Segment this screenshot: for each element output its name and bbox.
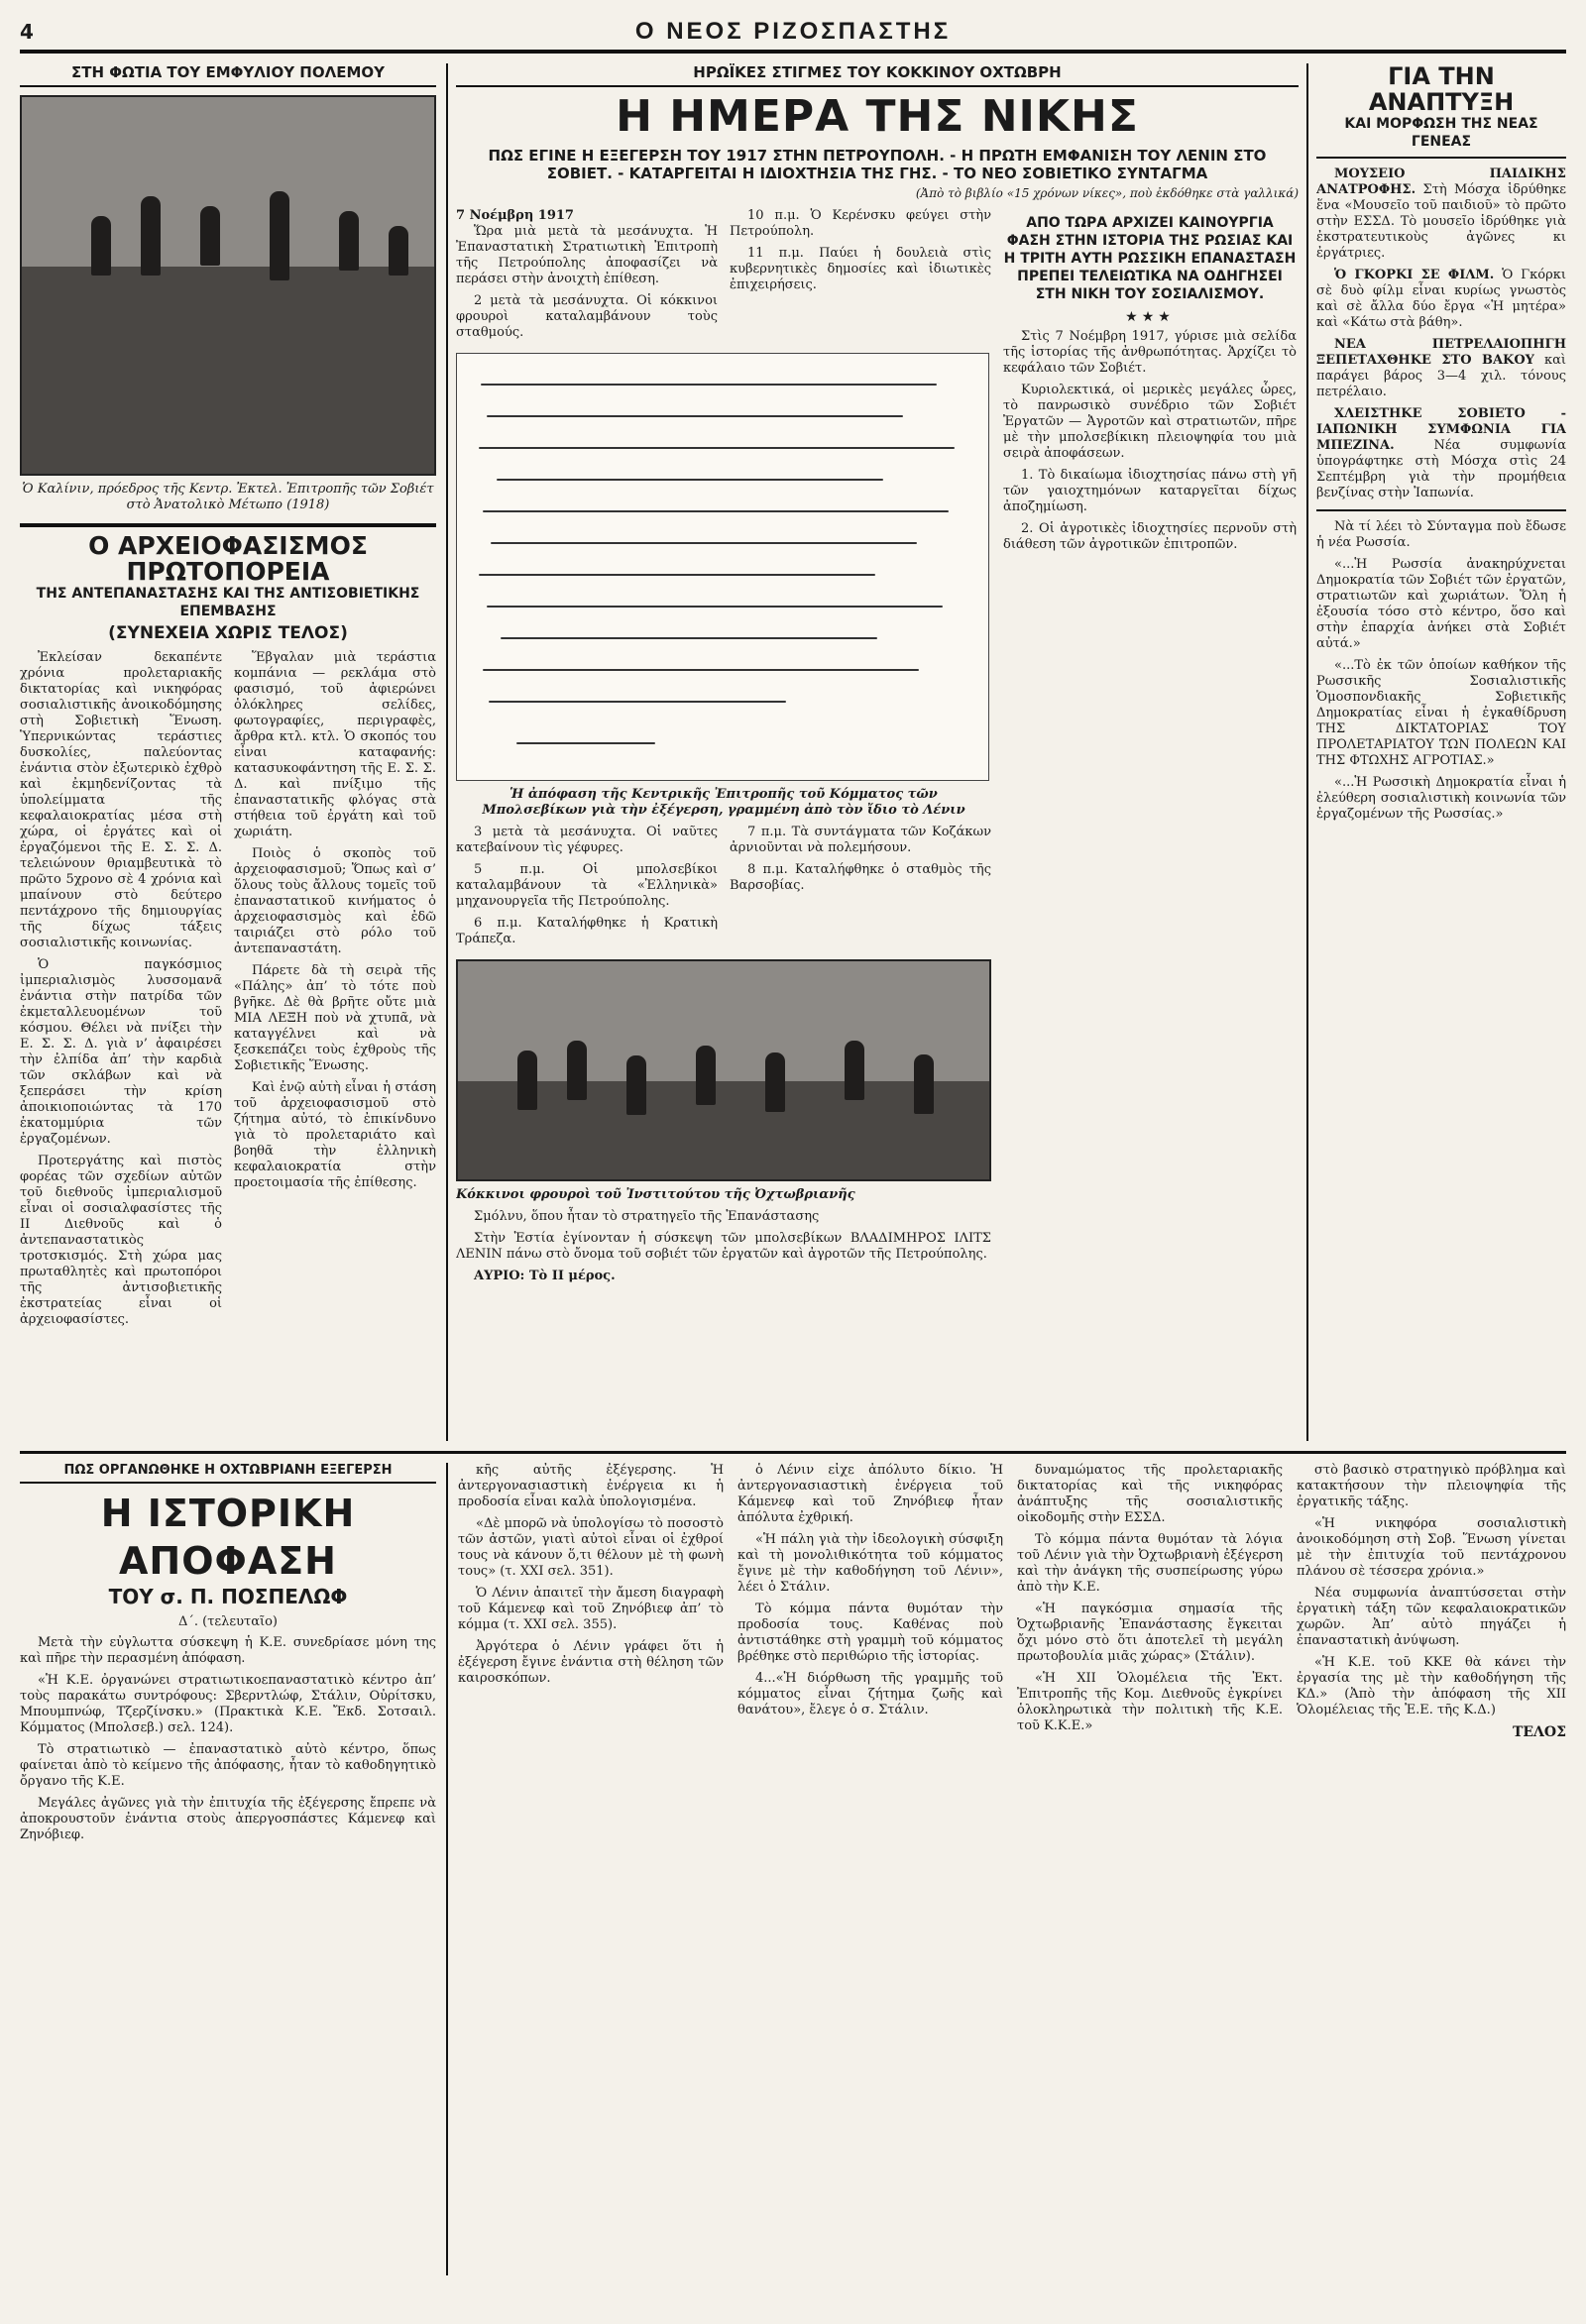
youth-subhead: ΚΑΙ ΜΟΡΦΩΣΗ ΤΗΣ ΝΕΑΣ ΓΕΝΕΑΣ [1316, 115, 1566, 159]
diary-entry: 10 π.μ. Ὁ Κερένσκυ φεύγει στὴν Πετρούπολη. [730, 208, 991, 239]
column-divider [446, 1463, 448, 2275]
decision-paragraph: στὸ βασικὸ στρατηγικὸ πρόβλημα καὶ κατακτήσουν τὴν πλειοψηφία τῆς ἐργατικῆς τάξης. [1297, 1463, 1566, 1509]
constitution-paragraph: «...Ἡ Ρωσσικὴ Δημοκρατία εἶναι ἡ ἐλεύθερη σοσιαλιστικὴ κοινωνία τῶν ἐργαζομένων τῆς Ρωσσίας.» [1316, 775, 1566, 822]
civil-war-kicker: ΣΤΗ ΦΩΤΙΑ ΤΟΥ ΕΜΦΥΛΙΟΥ ΠΟΛΕΜΟΥ [20, 63, 436, 87]
october-right-column [1003, 208, 1297, 1290]
red-guards-photo [456, 959, 991, 1181]
after-photo-text [456, 1209, 991, 1284]
archeio-paragraph: Πάρετε δὰ τὴ σειρὰ τῆς «Πάλης» ἀπ’ τὸ τότε ποὺ βγῆκε. Δὲ θὰ βρῆτε οὔτε μιὰ ΜΙΑ ΛΕΞΗ ποὺ νὰ χτυπᾶ, νὰ καταγγέλνει καὶ νὰ ξεσκεπάζει τοὺς ἐχθροὺς τῆς Σοβιετικῆς Ἕνωσης. [234, 963, 436, 1073]
kalinin-photo [20, 95, 436, 476]
timeline-column [456, 825, 718, 953]
page-number: 4 [20, 20, 34, 44]
decision-column-5 [1297, 1463, 1566, 1740]
manuscript-caption: Ἡ ἀπόφαση τῆς Κεντρικῆς Ἐπιτροπῆς τοῦ Κόμματος τῶν Μπολσεβίκων γιὰ τὴν ἐξέγερση, γραμμένη ἀπὸ τὸν ἴδιο τὸ Λένιν [482, 787, 965, 818]
decision-paragraph: κῆς αὐτῆς ἐξέγερσης. Ἡ ἀντεργονασιαστικὴ ἐνέργεια κι ἡ προδοσία εἶναι καλὰ ὑπολογισμένα. [458, 1463, 724, 1509]
decision-paragraph: Τὸ κόμμα πάντα θυμόταν τὰ λόγια τοῦ Λένιν γιὰ τὴν Ὀχτωβριανὴ ἐξέγερση καὶ τὴν ἀνάγκη τῆς συσπείρωσης γύρω ἀπὸ τὴν Κ.Ε. [1017, 1532, 1283, 1595]
decision-paragraph: «Ἡ Κ.Ε. ὀργανώνει στρατιωτικοεπαναστατικὸ κέντρο ἀπ’ τοὺς παρακάτω συντρόφους: Σβερντλώφ, Στάλιν, Οὐρίτσκυ, Μπουμπνώφ, Τζερζίνσκυ.» (Πρακτικὰ Κ.Ε. Ἔκδ. Σοτσαιλ. Κόμματος (Μπολσεβ.) σελ. 124). [20, 1673, 436, 1735]
october-caps-block: ΑΠΟ ΤΩΡΑ ΑΡΧΙΖΕΙ ΚΑΙΝΟΥΡΓΙΑ ΦΑΣΗ ΣΤΗΝ ΙΣΤΟΡΙΑ ΤΗΣ ΡΩΣΙΑΣ ΚΑΙ Η ΤΡΙΤΗ ΑΥΤΗ ΡΩΣΣΙΚΗ ΕΠΑΝΑΣΤΑΣΗ ΠΡΕΠΕΙ ΤΕΛΕΙΩΤΙΚΑ ΝΑ ΟΔΗΓΗΣΕΙ ΣΤΗ ΝΙΚΗ ΤΟΥ ΣΟΣΙΑΛΙΣΜΟΥ. [1003, 215, 1297, 302]
constitution-text [1316, 519, 1566, 823]
decision-paragraph: δυναμώματος τῆς προλεταριακῆς δικτατορίας καὶ τῆς νικηφόρας ἀνάπτυξης τῆς σοσιαλιστικῆς οἰκοδομῆς στὴν ΕΣΣΔ. [1017, 1463, 1283, 1525]
october-right-paragraph: Κυριολεκτικά, οἱ μερικὲς μεγάλες ὧρες, τὸ πανρωσικὸ συνέδριο τῶν Σοβιέτ Ἐργατῶν — Ἀγροτῶν καὶ στρατιωτῶν, πῆρε μὲ τὴν μπολσεβίκικη πλειοψηφία του μιὰ σειρὰ ἀποφάσεων. [1003, 383, 1297, 461]
column-divider [446, 63, 448, 1441]
archeio-header [20, 523, 436, 642]
decision-kicker: ΠΩΣ ΟΡΓΑΝΩΘΗΚΕ Η ΟΧΤΩΒΡΙΑΝΗ ΕΞΕΓΕΡΣΗ [20, 1463, 436, 1484]
decision-paragraph: Τὸ στρατιωτικὸ — ἐπαναστατικὸ αὐτὸ κέντρο, ὅπως φαίνεται ἀπὸ τὸ κείμενο τῆς ἀπόφασης, ἦταν τὸ καθοδηγητικὸ ὄργανο τῆς Κ.Ε. [20, 1742, 436, 1789]
lenin-manuscript [456, 353, 989, 781]
archeio-paragraph: Καὶ ἐνῷ αὐτὴ εἶναι ἡ στάση τοῦ ἀρχειοφασισμοῦ στὸ ζήτημα αὐτό, τὸ ἐπικίνδυνο γιὰ τὸ προλεταριάτο καὶ βοηθᾶ τὴν ἑλληνικὴ κεφαλαιοκρατία στὴν προετοιμασία τῆς ἐπίθεσης. [234, 1080, 436, 1190]
timeline-entry: 6 π.μ. Καταλήφθηκε ἡ Κρατικὴ Τράπεζα. [456, 916, 718, 946]
diary-entry: Ὥρα μιὰ μετὰ τὰ μεσάνυχτα. Ἡ Ἐπαναστατικὴ Στρατιωτικὴ Ἐπιτροπὴ τῆς Πετρούπολης ἀποφασίζει νὰ περάσει στὴν ἀνοιχτὴ ἐπίθεση. [456, 224, 718, 286]
constitution-paragraph: «...Τὸ ἐκ τῶν ὁποίων καθήκον τῆς Ρωσσικῆς Σοσιαλιστικῆς Ὁμοσπονδιακῆς Σοβιετικῆς Δημοκρατίας εἶναι ἡ ἐγκαθίδρυση ΤΗΣ ΔΙΚΤΑΤΟΡΙΑΣ ΤΟΥ ΠΡΟΛΕΤΑΡΙΑΤΟΥ ΤΩΝ ΠΟΛΕΩΝ ΚΑΙ ΤΗΣ ΦΤΩΧΗΣ ΑΓΡΟΤΙΑΣ.» [1316, 658, 1566, 768]
decision-section [20, 1463, 1566, 2285]
archeio-paragraph: Ποιὸς ὁ σκοπὸς τοῦ ἀρχειοφασισμοῦ; Ὅπως καὶ σ’ ὅλους τοὺς ἄλλους τομεῖς τοῦ ἐπαναστατικοῦ κινήματος ὁ ἀρχειοφασισμὸς καὶ ἐδῶ ταιριάζει στὸ ρόλο τοῦ ἀντεπαναστάτη. [234, 846, 436, 956]
decision-paragraph: Ἀργότερα ὁ Λένιν γράφει ὅτι ἡ ἐξέγερση ἔγινε ἐνάντια στὴ θέληση τῶν καιροσκόπων. [458, 1639, 724, 1686]
decision-column-4 [1017, 1463, 1283, 1740]
kalinin-photo-caption: Ὁ Καλίνιν, πρόεδρος τῆς Κεντρ. Ἐκτελ. Ἐπιτροπῆς τῶν Σοβιέτ στὸ Ἀνατολικὸ Μέτωπο (1918) [22, 482, 434, 512]
column-divider [1306, 63, 1308, 1441]
youth-item-title: ΝΕΑ ΠΕΤΡΕΛΑΙΟΠΗΓΗ ΞΕΠΕΤΑΧΘΗΚΕ ΣΤΟ ΒΑΚΟΥ [1316, 337, 1566, 368]
decision-headline: Η ΙΣΤΟΡΙΚΗ ΑΠΟΦΑΣΗ [100, 1492, 356, 1583]
october-section [456, 63, 1299, 1441]
october-subhead: ΠΩΣ ΕΓΙΝΕ Η ΕΞΕΓΕΡΣΗ ΤΟΥ 1917 ΣΤΗΝ ΠΕΤΡΟΥΠΟΛΗ. - Η ΠΡΩΤΗ ΕΜΦΑΝΙΣΗ ΤΟΥ ΛΕΝΙΝ ΣΤΟ ΣΟΒΙΕΤ. - ΚΑΤΑΡΓΕΙΤΑΙ Η ΙΔΙΟΧΤΗΣΙΑ ΤΗΣ ΓΗΣ. - ΤΟ ΝΕΟ ΣΟΒΙΕΤΙΚΟ ΣΥΝΤΑΓΜΑ [488, 147, 1267, 182]
youth-item-text: Ὁ Γκόρκι σὲ δυὸ φίλμ εἶναι κυρίως γνωστὸς καὶ σὲ ἄλλα δύο ἔργα «Ἡ μητέρα» καὶ «Κάτω στὰ βάθη». [1316, 268, 1566, 330]
civil-war-section [20, 63, 436, 1441]
october-right-paragraph: 1. Τὸ δικαίωμα ἰδιοχτησίας πάνω στὴ γῆ τῶν γαιοχτημόνων καταργεῖται δίχως ἀποζημίωση. [1003, 468, 1297, 514]
archeio-paragraph: Ὁ παγκόσμιος ἰμπεριαλισμὸς λυσσομανᾶ ἐνάντια στὴν πατρίδα τῶν ἐκμεταλλευομένων τοῦ κόσμου. Θέλει νὰ πνίξει τὴν Ε. Σ. Σ. Δ. γιὰ ν’ ἀφαιρέσει τὴν ἐλπίδα ἀπ’ τὴν καρδιὰ τῶν σκλάβων καὶ νὰ ξεπεράσει τὴν κρίση ἀποικιοποιώντας τὰ 170 ἑκατομμύρια τῶν ἐργαζομένων. [20, 957, 222, 1147]
october-headline: Η ΗΜΕΡΑ ΤΗΣ ΝΙΚΗΣ [616, 91, 1139, 142]
timeline-entry: 3 μετὰ τὰ μεσάνυχτα. Οἱ ναῦτες κατεβαίνουν τὶς γέφυρες. [456, 825, 718, 855]
decision-end: ΤΕΛΟΣ [1512, 1724, 1566, 1740]
decision-paragraph: Νέα συμφωνία ἀναπτύσσεται στὴν ἐργατικὴ τάξη τῶν κεφαλαιοκρατικῶν χωρῶν. Ἀπ’ αὐτὸ πηγάζει ἡ ἐπαναστατικὴ ἀνύψωση. [1297, 1586, 1566, 1648]
decision-paragraph: «Ἡ νικηφόρα σοσιαλιστικὴ ἀνοικοδόμηση στὴ Σοβ. Ἕνωση γίνεται μὲ τὴν ἐπιτυχία τοῦ πεντάχρονου πλάνου σὲ τέσσερα χρόνια.» [1297, 1516, 1566, 1579]
decision-part: Δ΄. (τελευταῖο) [178, 1614, 278, 1629]
masthead [20, 18, 1566, 54]
youth-items [1316, 166, 1566, 501]
decision-paragraph: «Ἡ πάλη γιὰ τὴν ἰδεολογικὴ σύσφιξη καὶ τὴ μονολιθικότητα τοῦ κόμματος ἔγινε μὲ τὴν καθοδήγηση τοῦ Λένιν», λέει ὁ Στάλιν. [737, 1532, 1003, 1595]
october-right-text [1003, 329, 1297, 553]
archeio-headline: Ο ΑΡΧΕΙΟΦΑΣΙΣΜΟΣ ΠΡΩΤΟΠΟΡΕΙΑ [88, 531, 368, 586]
youth-item-title: Ὁ ΓΚΟΡΚΙ ΣΕ ΦΙΛΜ. [1334, 268, 1495, 282]
october-source: (Ἀπὸ τὸ βιβλίο «15 χρόνων νίκες», ποὺ ἐκδόθηκε στὰ γαλλικά) [915, 186, 1299, 200]
youth-item-text: καὶ παράγει βάρος 3—4 χιλ. τόνους πετρέλαιο. [1316, 353, 1566, 399]
timeline-entry: 7 π.μ. Τὰ συντάγματα τῶν Κοζάκων ἀρνιοῦνται νὰ πολεμήσουν. [730, 825, 991, 855]
section-divider [20, 1451, 1566, 1454]
decision-paragraph: Μεγάλες ἀγῶνες γιὰ τὴν ἐπιτυχία τῆς ἐξέγερσης ἔπρεπε νὰ ἀποκρουστοῦν ἐνάντια στοὺς ἀπεργοσπάστες Κάμενεφ καὶ Ζηνόβιεφ. [20, 1796, 436, 1842]
decision-column-2 [458, 1463, 724, 1693]
decision-author: ΤΟΥ σ. Π. ΠΟΣΠΕΛΩΦ [108, 1585, 348, 1608]
decision-paragraph: Μετὰ τὴν εὐγλωττα σύσκεψη ἡ Κ.Ε. συνεδρίασε μόνη της καὶ πῆρε τὴν περασμένη ἀπόφαση. [20, 1635, 436, 1666]
timeline-entry: 5 π.μ. Οἱ μπολσεβίκοι καταλαμβάνουν τὰ «Ἐλληνικὰ» μηχανουργεῖα τῆς Πετρούπολης. [456, 862, 718, 909]
red-guards-caption: Κόκκινοι φρουροὶ τοῦ Ἰνστιτούτου τῆς Ὀχτωβριανῆς [456, 1187, 855, 1202]
decision-paragraph: Ὁ Λένιν ἀπαιτεῖ τὴν ἄμεση διαγραφὴ τοῦ Κάμενεφ καὶ τοῦ Ζηνόβιεφ ἀπ’ τὸ κόμμα (τ. XXI σελ. 355). [458, 1586, 724, 1632]
decision-column-3 [737, 1463, 1003, 1724]
archeio-continuation: (ΣΥΝΕΧΕΙΑ ΧΩΡΙΣ ΤΕΛΟΣ) [108, 623, 348, 643]
archeio-paragraph: Ἕβγαλαν μιὰ τεράστια κομπάνια — ρεκλάμα στὸ φασισμό, τοῦ ἀφιερώνει ὁλόκληρες σελίδες, φωτογραφίες, περιγραφὲς, ἄρθρα κτλ. κτλ. Ὁ σκοπός του εἶναι καταφανής: κατασυκοφάντηση τῆς Ε. Σ. Σ. Δ. καὶ πνίξιμο τῆς ἐπαναστατικῆς φλόγας στὰ στήθεια τοῦ ἐργάτη καὶ τοῦ χωριάτη. [234, 650, 436, 839]
section-stars: ★★★ [1125, 309, 1175, 325]
constitution-paragraph: «...Ἡ Ρωσσία ἀνακηρύχνεται Δημοκρατία τῶν Σοβιέτ τῶν ἐργατῶν, στρατιωτῶν καὶ χωριάτων. Ὅλη ἡ ἐξουσία τόσο στὸ κέντρο, ὅσο καὶ στὴν ἐπαρχία ἀνήκει στὰ Σοβιέτ αὐτά.» [1316, 557, 1566, 651]
october-right-paragraph: Στὶς 7 Νοέμβρη 1917, γύρισε μιὰ σελίδα τῆς ἱστορίας τῆς ἀνθρωπότητας. Ἀρχίζει τὸ κεφάλαιο τῶν Σοβιέτ. [1003, 329, 1297, 376]
youth-item-title: ΧΛΕΙΣΤΗΚΕ ΣΟΒΙΕΤΟ - ΙΑΠΩΝΙΚΗ ΣΥΜΦΩΝΙΑ ΓΙΑ ΜΠΕΖΙΝΑ. [1316, 406, 1566, 453]
decision-paragraph: «Ἡ ΧΙΙ Ὁλομέλεια τῆς Ἐκτ. Ἐπιτροπῆς τῆς Κομ. Διεθνοῦς ἐγκρίνει ὁλοκληρωτικὰ τὴν πολιτικὴ τῆς Κ.Ε. τοῦ Κ.Κ.Ε.» [1017, 1671, 1283, 1733]
decision-paragraph: 4...«Ἡ διόρθωση τῆς γραμμῆς τοῦ κόμματος εἶναι ζήτημα ζωῆς καὶ θανάτου», ἔλεγε ὁ σ. Στάλιν. [737, 1671, 1003, 1717]
decision-paragraph: «Δὲ μπορῶ νὰ ὑπολογίσω τὸ ποσοστὸ τῶν ἀστῶν, γιατὶ αὐτοὶ εἶναι οἱ ἐχθροί τους νὰ κάνουν ὅ,τι θέλουν μὲ τὴ φωνὴ τους» (τ. XXI σελ. 351). [458, 1516, 724, 1579]
youth-item-text: Στὴ Μόσχα ἱδρύθηκε ἕνα «Μουσεῖο τοῦ παιδιοῦ» τὸ πρῶτο στὴν ΕΣΣΔ. Τὸ μουσεῖο ἱδρύθηκε γιὰ ἐκστρατευτικοὺς ἀγῶνες κι ἐργάτριες. [1316, 182, 1566, 261]
archeio-paragraph: Προτεργάτης καὶ πιστὸς φορέας τῶν σχεδίων αὐτῶν τοῦ διεθνοῦς ἰμπεριαλισμοῦ εἶναι οἱ σοσιαλφασίστες τῆς ΙΙ Διεθνοῦς καὶ ὁ ἀντεπαναστατικὸς τροτσκισμός. Στὴ χώρα μας πρωταθλητὲς καὶ πρωτοπόροι τῆς ἀντισοβιετικῆς ἐκστρατείας εἶναι οἱ ἀρχειοφασίστες. [20, 1154, 222, 1327]
diary-entry: 11 π.μ. Παύει ἡ δουλειὰ στὶς κυβερνητικὲς δημοσίες καὶ ἰδιωτικὲς ἐπιχειρήσεις. [730, 246, 991, 292]
youth-section [1316, 63, 1566, 1441]
decision-paragraph: «Ἡ Κ.Ε. τοῦ ΚΚΕ θὰ κάνει τὴν ἐργασία της μὲ τὴν καθοδήγηση τῆς ΚΔ.» (Ἀπὸ τὴν ἀπόφαση τῆς XII Ὁλομέλειας τῆς Ἐ.Ε. τῆς Κ.Δ.) [1297, 1655, 1566, 1717]
youth-item-title: ΜΟΥΣΕΙΟ ΠΑΙΔΙΚΗΣ ΑΝΑΤΡΟΦΗΣ. [1316, 166, 1566, 197]
continued-notice: ΑΥΡΙΟ: Τὸ ΙΙ μέρος. [474, 1269, 616, 1283]
archeio-column-1 [20, 650, 222, 1334]
october-right-paragraph: 2. Οἱ ἀγροτικὲς ἰδιοχτησίες περνοῦν στὴ διάθεση τῶν ἀγροτικῶν ἐπιτροπῶν. [1003, 521, 1297, 552]
diary-date: 7 Νοέμβρη 1917 [456, 208, 574, 223]
timeline-entry: 8 π.μ. Καταλήφθηκε ὁ σταθμὸς τῆς Βαρσοβίας. [730, 862, 991, 893]
youth-headline: ΓΙΑ ΤΗΝ ΑΝΑΠΤΥΞΗ [1368, 63, 1515, 116]
decision-column-1 [20, 1635, 436, 1843]
october-kicker: ΗΡΩΪΚΕΣ ΣΤΙΓΜΕΣ ΤΟΥ ΚΟΚΚΙΝΟΥ ΟΧΤΩΒΡΗ [456, 63, 1299, 87]
youth-item-text: Νέα συμφωνία ὑπογράφτηκε στὴ Μόσχα στὶς 24 Σεπτέμβρη γιὰ τὴν προμήθεια βενζίνας στὴν Ἰαπωνία. [1316, 438, 1566, 500]
archeio-column-2 [234, 650, 436, 1334]
diary-column [456, 208, 718, 347]
timeline-column-2 [730, 825, 991, 953]
diary-column-2 [730, 208, 991, 347]
diary-entry: 2 μετὰ τὰ μεσάνυχτα. Οἱ κόκκινοι φρουροὶ καταλαμβάνουν τοὺς σταθμούς. [456, 293, 718, 340]
archeio-paragraph: Ἐκλείσαν δεκαπέντε χρόνια προλεταριακῆς δικτατορίας καὶ νικηφόρας σοσιαλιστικῆς ἀνοικοδόμησης στὴ Σοβιετικὴ Ἕνωση. Ὑπερνικώντας τεράστιες δυσκολίες, παλεύοντας ἐνάντια στὸν ἐξωτερικὸ ἐχθρὸ καὶ ἐκμηδενίζοντας τὰ ὑπολείμματα τῆς κεφαλαιοκρατίας μέσα στὴ χώρα, οἱ ἐργάτες καὶ οἱ ἐργαζόμενοι τῆς Ε. Σ. Σ. Δ. τελειώνουν θριαμβευτικὰ τὸ πρῶτο 5χρονο σὲ 4 χρόνια καὶ μπαίνουν στὸ δεύτερο πεντάχρονο τῆς δημιουργίας τῆς δίχως τάξεις σοσιαλιστικῆς κοινωνίας. [20, 650, 222, 950]
constitution-paragraph: Νὰ τί λέει τὸ Σύνταγμα ποὺ ἔδωσε ἡ νέα Ρωσσία. [1316, 519, 1566, 550]
archeio-subhead: ΤΗΣ ΑΝΤΕΠΑΝΑΣΤΑΣΗΣ ΚΑΙ ΤΗΣ ΑΝΤΙΣΟΒΙΕΤΙΚΗΣ ΕΠΕΜΒΑΣΗΣ [36, 586, 420, 619]
after-photo-paragraph: Σμόλνυ, ὅπου ἦταν τὸ στρατηγεῖο τῆς Ἐπανάστασης [474, 1209, 820, 1224]
newspaper-name: Ο ΝΕΟΣ ΡΙΖΟΣΠΑΣΤΗΣ [634, 18, 952, 45]
decision-paragraph: «Ἡ παγκόσμια σημασία τῆς Ὀχτωβριανῆς Ἐπανάστασης ἔγκειται ὄχι μόνο στὸ ὅτι ἀποτελεῖ τὴ μεγάλη πρωτοβουλία μιᾶς χώρας» (Στάλιν). [1017, 1602, 1283, 1664]
decision-paragraph: Τὸ κόμμα πάντα θυμόταν τὴν προδοσία τους. Καθένας ποὺ ἀντιστάθηκε στὴ γραμμὴ τοῦ κόμματος βρέθηκε στὸ περιθώριο τῆς ἱστορίας. [737, 1602, 1003, 1664]
decision-paragraph: ὁ Λένιν εἶχε ἀπόλυτο δίκιο. Ἡ ἀντεργονασιαστικὴ ἐνέργεια τοῦ Κάμενεφ καὶ τοῦ Ζηνόβιεφ ἦταν ἀπόλυτα ἐχθρική. [737, 1463, 1003, 1525]
newspaper-page [20, 18, 1566, 2287]
after-photo-paragraph: Στὴν Ἑστία ἐγίνονταν ἡ σύσκεψη τῶν μπολσεβίκων ΒΛΑΔΙΜΗΡΟΣ ΙΛΙΤΣ ΛΕΝΙΝ πάνω στὸ ὄνομα τοῦ σοβιέτ τῶν ἐργατῶν καὶ ἀγροτῶν τῆς Πετρούπολης. [456, 1231, 991, 1262]
